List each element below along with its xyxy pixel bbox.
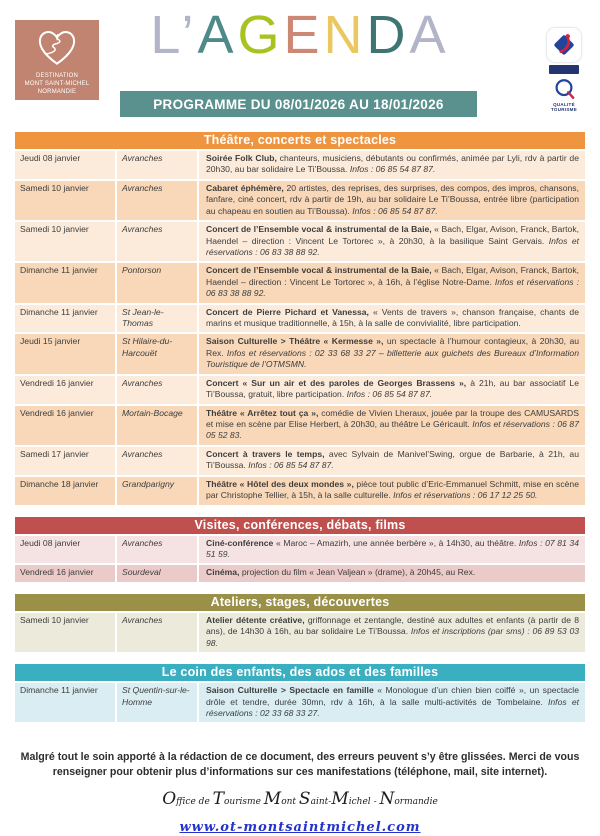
title-letter: A <box>409 5 450 65</box>
description-segment: Infos et réservations : 02 33 68 33 27. <box>206 696 580 718</box>
event-description <box>199 151 585 179</box>
programme-banner: PROGRAMME DU 08/01/2026 AU 18/01/2026 <box>120 91 477 117</box>
event-description <box>199 447 585 475</box>
description-segment: Infos : 06 85 54 87 87. <box>248 460 334 471</box>
description-segment: comédie de Vivien Lheraux, jouée par la troupe des CAMUSARDS et mise en scène par Elise Herbert, à 20h30, au théâtre Le Géricault. <box>206 407 579 430</box>
description-segment: Théâtre « Arrêtez tout ça », <box>206 407 319 418</box>
event-place: Avranches <box>117 181 197 220</box>
website-line <box>12 818 588 836</box>
certification-badges <box>542 28 586 113</box>
event-description <box>199 406 585 445</box>
description-segment: Infos et réservations : 02 33 68 33 27 – billetterie aux guichets des Bureaux d’Information Touristique de l’OTMSMN. <box>206 347 579 370</box>
description-segment: Concert de Pierre Pichard et Vanessa, <box>206 306 369 317</box>
title-letter: D <box>366 5 410 65</box>
title-letter: N <box>323 5 367 65</box>
section-table <box>15 536 585 582</box>
description-segment: Saison Culturelle > Spectacle en famille <box>206 685 374 696</box>
description-segment: Ciné-conférence <box>206 537 274 548</box>
event-description <box>199 536 585 564</box>
title-letter: L’ <box>150 5 198 65</box>
event-place: St Quentin-sur-le-Homme <box>117 683 197 722</box>
description-segment: 20 artistes, des reprises, des surprises, des compos, des impros, chansons, fanfare, ciné concert, rdv à partir de 19h, au bar solidaire Le Ti’Boussa, entrée libre (participation au chapeau en soutien au Ti’Boussa). <box>206 182 579 216</box>
event-place: Avranches <box>117 536 197 564</box>
event-description <box>199 376 585 404</box>
section-header: Visites, conférences, débats, films <box>15 517 585 534</box>
event-description <box>199 305 585 333</box>
event-description <box>199 181 585 220</box>
destination-msm-logo <box>15 20 99 100</box>
logo-text-line3: NORMANDIE <box>37 88 77 95</box>
description-segment: Infos et réservations : 06 87 05 52 83. <box>206 419 579 441</box>
event-place: Avranches <box>117 613 197 652</box>
title-letter: G <box>237 5 284 65</box>
description-segment: « Maroc – Amazirh, une année berbère », à 14h30, au théâtre. <box>273 537 519 548</box>
logo-text-line2: MONT SAINT-MICHEL <box>24 80 90 87</box>
event-date: Jeudi 08 janvier <box>15 536 115 564</box>
office-line: Ofice de Tourisme Mont Saint-Michel - Normandie <box>162 788 438 809</box>
logo-text-line1: DESTINATION <box>35 73 79 79</box>
description-segment: Saison Culturelle > Théâtre « Kermesse », <box>206 336 384 347</box>
event-description <box>199 263 585 302</box>
description-segment: « Vents de travers », chanson française, chants de marins et musique traditionnelle, à 15h, à la salle de convivialité, libre participation. <box>206 306 579 329</box>
event-section <box>15 517 585 582</box>
event-description <box>199 683 585 722</box>
event-place: Avranches <box>117 447 197 475</box>
event-date: Samedi 10 janvier <box>15 613 115 652</box>
event-date: Samedi 10 janvier <box>15 222 115 261</box>
event-description <box>199 222 585 261</box>
title-letter: A <box>197 5 238 65</box>
event-date: Samedi 17 janvier <box>15 447 115 475</box>
description-segment: Infos et réservations : 06 17 12 25 50. <box>393 490 538 501</box>
office-capital-letter: M <box>263 788 282 809</box>
sections <box>0 132 600 722</box>
description-segment: « Monologue d’un chien bien coiffé », un spectacle drôle et tendre, durée 30mn, rdv à 16h, à la salle multi-activités de Tombelaine. <box>206 685 579 707</box>
description-segment: Concert de l’Ensemble vocal & instrumental de la Baie, <box>206 224 432 235</box>
event-date: Dimanche 18 janvier <box>15 477 115 505</box>
tourisme-france-icon <box>547 28 581 62</box>
tourisme-badge-banner <box>549 65 579 74</box>
description-segment: Soirée Folk Club, <box>206 153 277 163</box>
event-description <box>199 565 585 581</box>
event-date: Samedi 10 janvier <box>15 181 115 220</box>
event-date: Dimanche 11 janvier <box>15 683 115 722</box>
section-table <box>15 613 585 652</box>
description-segment: chanteurs, musiciens, débutants ou confirmés, animée par Lyli, rdv à partir de 20h30, au bar solidaire Le Ti’Boussa. <box>206 153 579 175</box>
office-capital-letter: N <box>379 788 395 809</box>
event-place: Avranches <box>117 376 197 404</box>
event-section <box>15 132 585 505</box>
event-place: Mortain-Bocage <box>117 406 197 445</box>
event-description <box>199 613 585 652</box>
heart-mont-saint-michel-icon <box>35 26 79 73</box>
event-date: Vendredi 16 janvier <box>15 406 115 445</box>
disclaimer-text: Malgré tout le soin apporté à la rédaction de ce document, des erreurs peuvent s’y être glissées. Merci de vous renseigner pour obtenir plus d’informations sur ces manifestations (téléphone, mail, site internet). <box>20 751 580 778</box>
page-title <box>110 6 490 65</box>
event-place: Grandparigny <box>117 477 197 505</box>
page-footer <box>0 734 600 836</box>
section-header: Ateliers, stages, découvertes <box>15 594 585 611</box>
event-date: Dimanche 11 janvier <box>15 305 115 333</box>
office-capital-letter: O <box>162 788 177 809</box>
description-segment: pièce tout public d’Eric-Emmanuel Schmitt, mise en scène par Christophe Tellier, à 15h, à la salle culturelle. <box>206 478 579 501</box>
event-place: St Jean-le-Thomas <box>117 305 197 333</box>
office-capital-letter: T <box>212 788 224 809</box>
section-table <box>15 683 585 722</box>
description-segment: Concert « Sur un air et des paroles de Georges Brassens », <box>206 377 467 388</box>
description-segment: Infos et inscriptions (par sms) : 06 89 53 03 98. <box>206 626 579 648</box>
event-place: Pontorson <box>117 263 197 302</box>
page-header <box>0 0 600 132</box>
qualite-tourisme-icon <box>542 77 586 113</box>
description-segment: un spectacle à l’humour contagieux, à 20h30, au Rex. <box>206 336 580 358</box>
description-segment: griffonnage et zentangle, destiné aux adultes et enfants (à partir de 8 ans), de 14h30 à 16h, au bar solidaire Le Ti’Boussa. <box>206 614 579 637</box>
event-description <box>199 477 585 505</box>
event-place: St Hilaire-du-Harcouët <box>117 334 197 373</box>
event-place: Avranches <box>117 151 197 179</box>
event-place: Sourdeval <box>117 565 197 581</box>
description-segment: « Bach, Elgar, Avison, Franck, Bartok, Haendel – direction : Vincent Le Tortorec », à 16h, à l’église Notre-Dame. <box>206 265 580 287</box>
description-segment: « Bach, Elgar, Avison, Franck, Bartok, Haendel – direction : Vincent Le Tortorec », à 20h30, à la basilique Saint Gervais. <box>206 224 580 246</box>
description-segment: Cinéma, <box>206 567 240 578</box>
event-date: Jeudi 08 janvier <box>15 151 115 179</box>
description-segment: Infos et réservations : 06 83 38 88 92. <box>206 235 580 257</box>
office-capital-letter: M <box>331 788 349 809</box>
section-header: Théâtre, concerts et spectacles <box>15 132 585 149</box>
event-date: Vendredi 16 janvier <box>15 565 115 581</box>
event-description <box>199 334 585 373</box>
description-segment: Infos et réservations : 06 83 38 88 92. <box>206 276 579 299</box>
description-segment: à 21h, au bar associatif Le Ti’Boussa, gratuit, libre participation. <box>206 377 579 400</box>
description-segment: Cabaret éphémère, <box>206 182 284 193</box>
qualite-tourisme-label: QUALITÉ TOURISME <box>550 102 578 113</box>
section-header: Le coin des enfants, des ados et des familles <box>15 664 585 681</box>
description-segment: avec Sylvain de Manivel’Swing, orgue de Barbarie, à 21h, au Ti’Boussa. <box>206 448 579 471</box>
description-segment: Infos : 06 85 54 87 87. <box>352 205 438 216</box>
office-capital-letter: S <box>298 788 311 809</box>
event-section <box>15 664 585 722</box>
event-section <box>15 594 585 652</box>
description-segment: Infos : 06 85 54 87 87. <box>349 164 436 175</box>
description-segment: Infos : 06 85 54 87 87. <box>346 389 433 400</box>
description-segment: projection du film « Jean Valjean » (drame), à 20h45, au Rex. <box>239 567 476 578</box>
description-segment: Concert à travers le temps, <box>206 448 325 459</box>
website-link[interactable]: www.ot-montsaintmichel.com <box>179 819 421 835</box>
event-date: Vendredi 16 janvier <box>15 376 115 404</box>
event-date: Jeudi 15 janvier <box>15 334 115 373</box>
description-segment: Théâtre « Hôtel des deux mondes », <box>206 478 354 489</box>
description-segment: Atelier détente créative, <box>206 614 305 625</box>
section-table <box>15 151 585 505</box>
title-letter: E <box>283 5 324 65</box>
description-segment: Concert de l’Ensemble vocal & instrumental de la Baie, <box>206 265 432 276</box>
description-segment: Infos : 07 81 34 51 59. <box>206 537 579 559</box>
event-place: Avranches <box>117 222 197 261</box>
event-date: Dimanche 11 janvier <box>15 263 115 302</box>
